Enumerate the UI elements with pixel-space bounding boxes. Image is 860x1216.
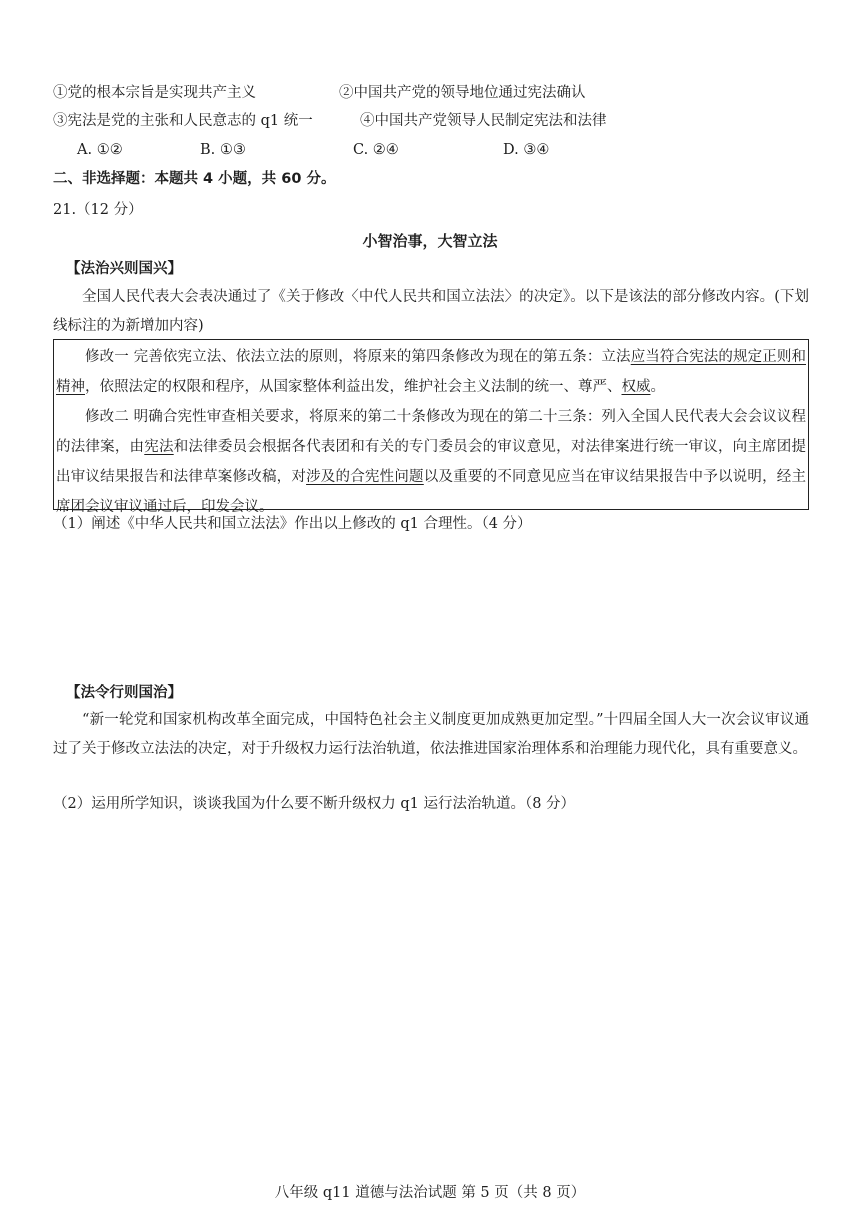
intro-paragraph: 全国人民代表大会表决通过了《关于修改〈中代人民共和国立法法〉的决定》。以下是该法的部分修改内容。(下划线标注的为新增加内容) bbox=[53, 289, 809, 334]
page-footer: 八年级 q11 道德与法治试题 第 5 页（共 8 页） bbox=[274, 1185, 586, 1201]
amendment-1-text-3: 。 bbox=[650, 379, 665, 395]
sub-question-2: （2）运用所学知识，谈谈我国为什么要不断升级权力 q1 运行法治轨道。（8 分） bbox=[53, 796, 576, 812]
option-b: B. ①③ bbox=[200, 142, 246, 158]
statement-3: ③宪法是党的主张和人民意志的 q1 统一 bbox=[53, 113, 313, 129]
amendment-2-text-2: 和法律委员会根据各代表团和有关的专门委员会的审议意见，对法律案进行统一审议，向主席团提出审议结果报告和法律草案修改稿，对 bbox=[56, 439, 807, 485]
statement-1: ①党的根本宗旨是实现共产主义 bbox=[53, 85, 256, 101]
statement-2: ②中国共产党的领导地位通过宪法确认 bbox=[339, 85, 586, 101]
amendment-2-underline-1: 宪法 bbox=[144, 439, 174, 455]
amendment-2 bbox=[56, 402, 806, 522]
question-number: 21.（12 分） bbox=[53, 202, 143, 218]
amendment-2-text-3: 以及重要的不同意见应当在审议结果报告中予以说明，经主席团会议审议通过后，印发会议。 bbox=[56, 469, 807, 515]
part1-heading: 【法治兴则国兴】 bbox=[66, 261, 182, 277]
amendment-1-underline-2: 权威 bbox=[621, 379, 651, 395]
amendment-2-underline-2: 涉及的合宪性问题 bbox=[306, 469, 424, 485]
amendment-1 bbox=[56, 342, 806, 402]
sub-question-1: （1）阐述《中华人民共和国立法法》作出以上修改的 q1 合理性。（4 分） bbox=[53, 516, 532, 532]
statement-4: ④中国共产党领导人民制定宪法和法律 bbox=[360, 113, 607, 129]
amendment-2-text: 修改二 明确合宪性审查相关要求，将原来的第二十条修改为现在的第二十三条：列入全国人民代表大会会议议程的法律案，由 bbox=[56, 409, 806, 455]
section-heading: 二、非选择题：本题共 4 小题，共 60 分。 bbox=[53, 171, 336, 187]
amendment-box bbox=[53, 339, 809, 515]
option-c: C. ②④ bbox=[353, 142, 399, 158]
option-d: D. ③④ bbox=[503, 142, 550, 158]
question-title: 小智治事，大智立法 bbox=[362, 232, 498, 250]
amendment-1-text-2: ，依照法定的权限和程序，从国家整体利益出发，维护社会主义法制的统一、尊严、 bbox=[85, 379, 622, 395]
part2-paragraph: “新一轮党和国家机构改革全面完成，中国特色社会主义制度更加成熟更加定型。”十四届全国人大一次会议审议通过了关于修改立法法的决定，对于升级权力运行法治轨道，依法推进国家治理体系和治理能力现代化，具有重要意义。 bbox=[53, 712, 809, 757]
amendment-1-text: 修改一 完善依宪立法、依法立法的原则，将原来的第四条修改为现在的第五条：立法 bbox=[85, 349, 631, 365]
option-a: A. ①② bbox=[77, 142, 123, 158]
part2-heading: 【法令行则国治】 bbox=[66, 685, 182, 701]
amendment-1-underline-1: 应当符合宪法的规定正则和精神 bbox=[56, 349, 807, 395]
